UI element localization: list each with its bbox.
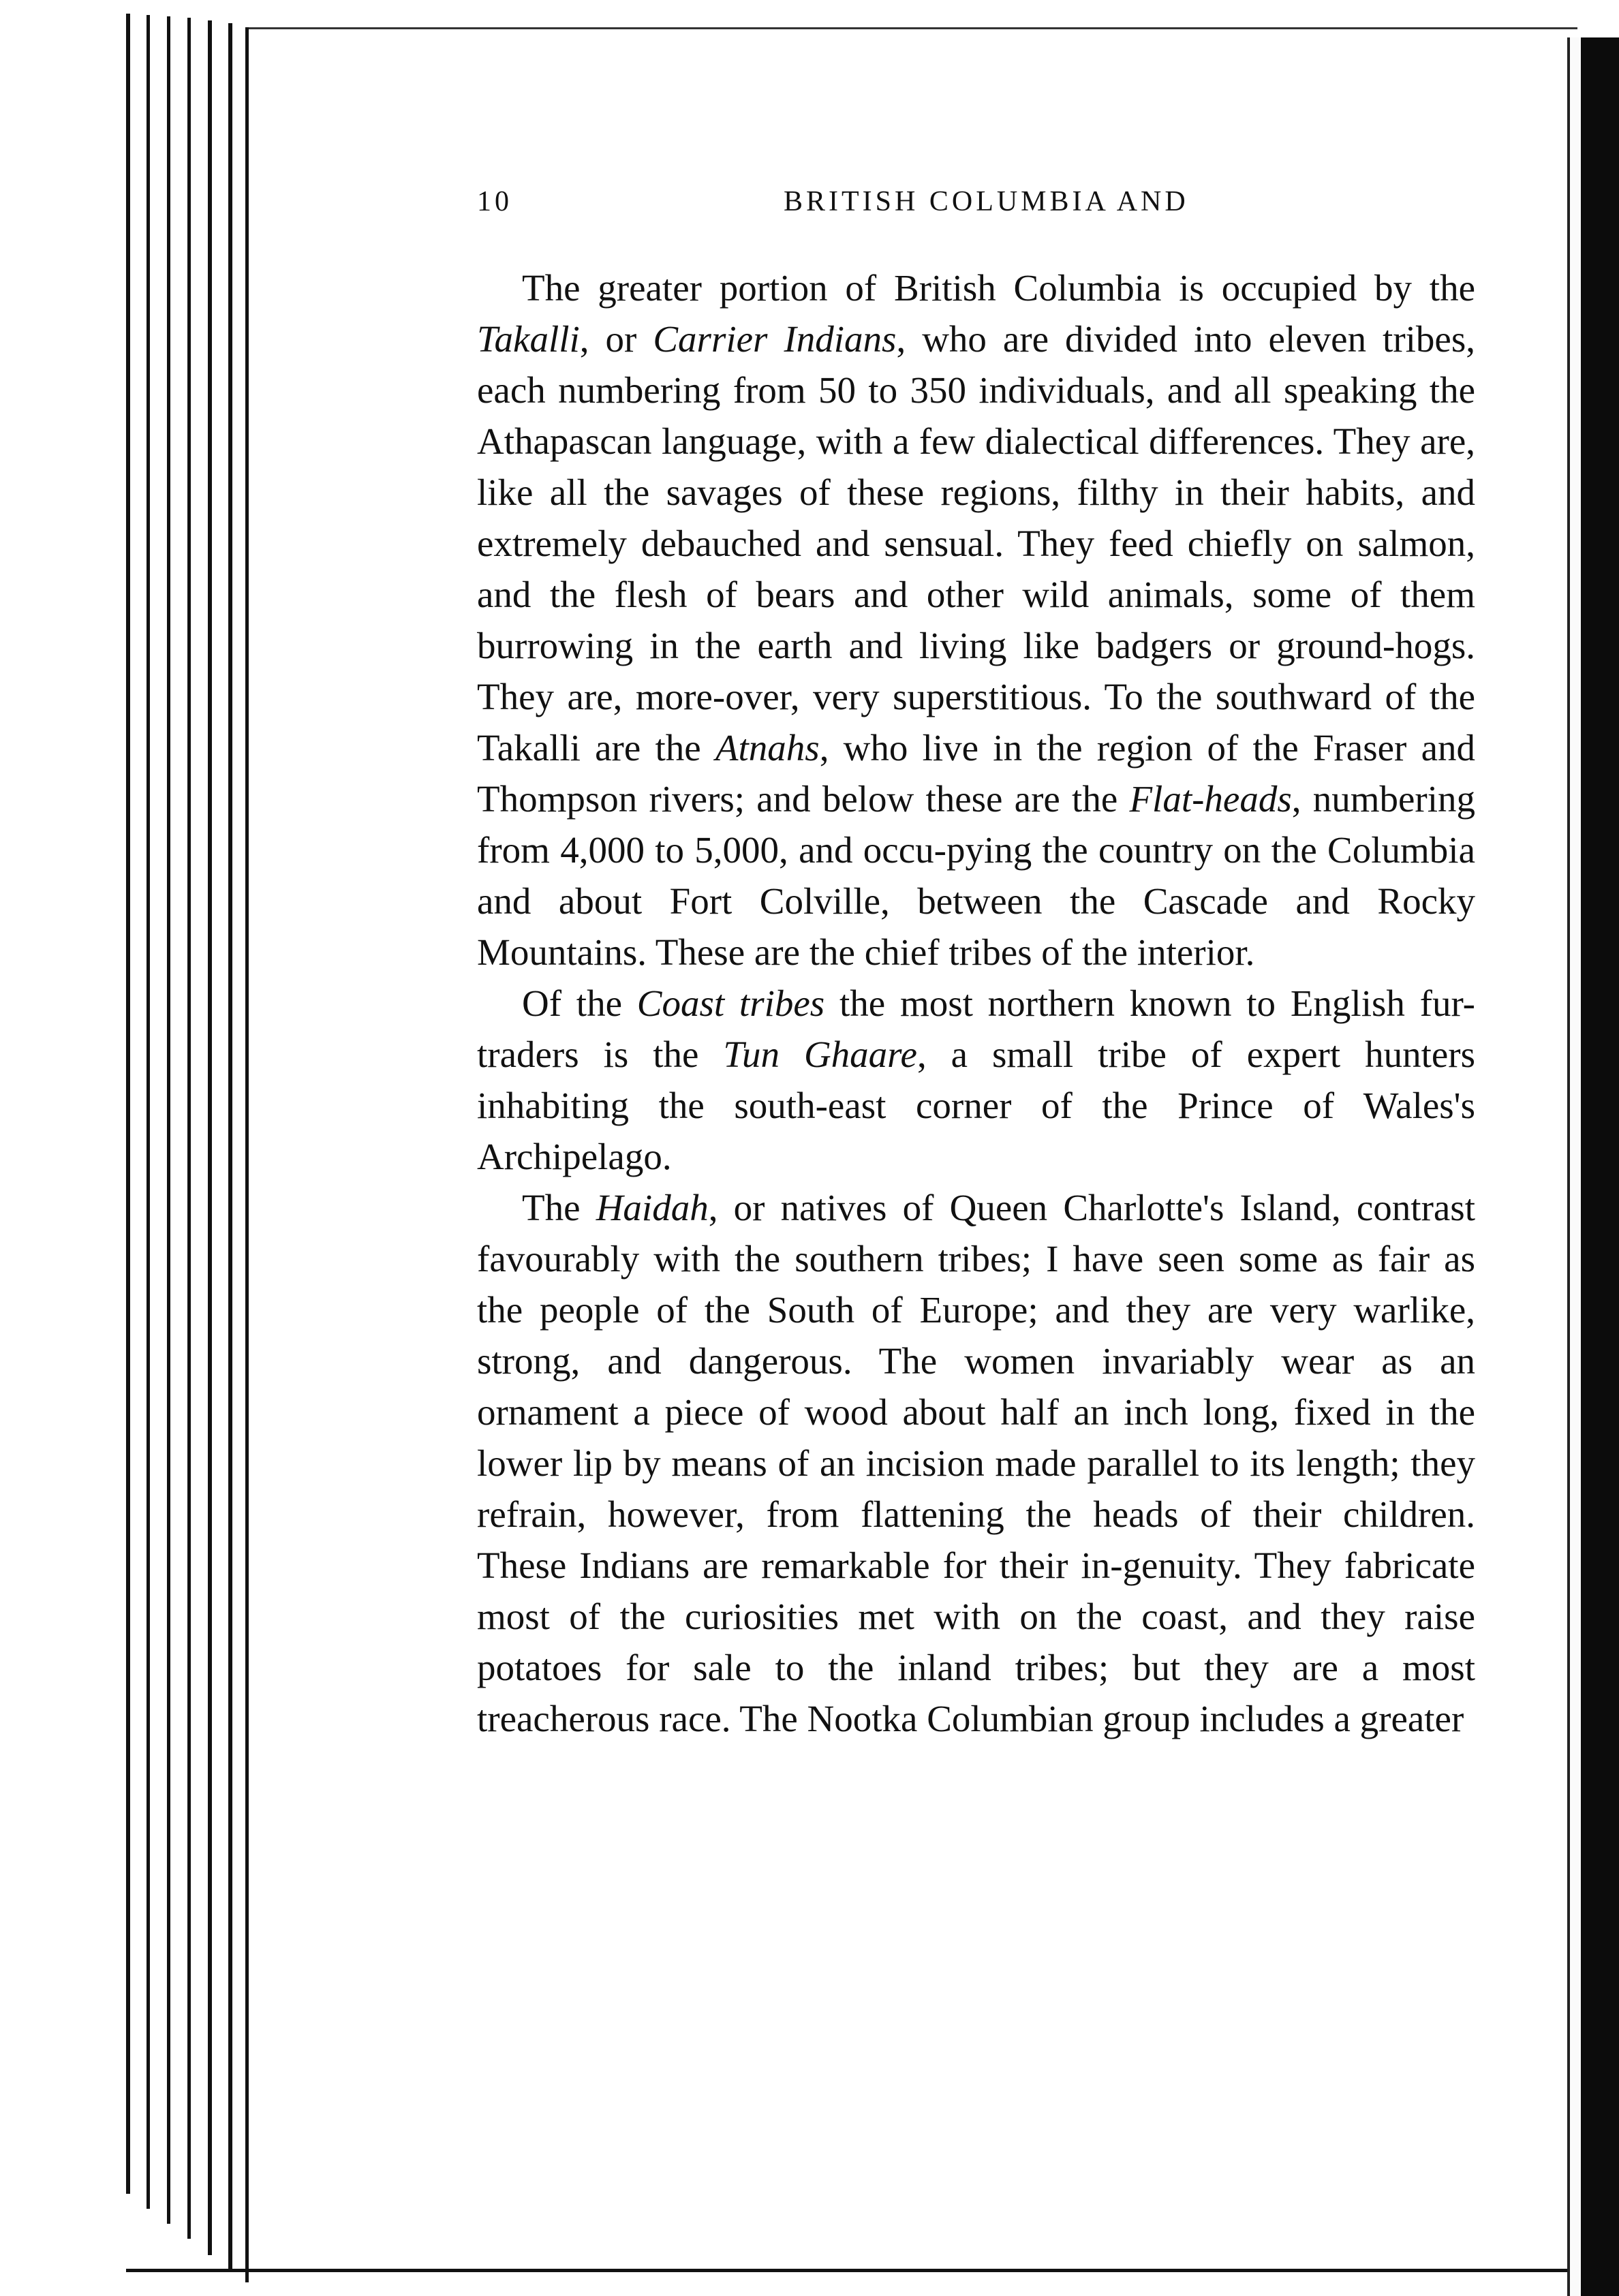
page-edge [187, 18, 191, 2239]
text-run: The greater portion of British Columbia is occupied by the [522, 267, 1475, 309]
italic-term: Atnahs [715, 727, 820, 769]
page-edge-bottom [126, 2269, 1577, 2272]
italic-term: Flat-heads [1129, 778, 1292, 820]
italic-term: Carrier Indians [653, 318, 897, 360]
text-run: , who are divided into eleven tribes, each numbering from 50 to 350 individuals, and all speaking the Athapascan language, with a few dialectical differences. They are, like all the savages of these regions, filthy in their habits, and extremely debauched and sensual. They feed chiefly on salmon, and the flesh of bears and other wild animals, some of them burrowing in the earth and living like badgers or ground-hogs. They are, more-over, very superstitious. To the southward of the Takalli are the [477, 318, 1476, 769]
paragraph [477, 978, 1475, 1182]
italic-term: Tun Ghaare [723, 1034, 917, 1075]
text-run: , or [579, 318, 653, 360]
text-run: the most northern known to English fur-traders is the [477, 982, 1475, 1075]
body-text [477, 262, 1475, 1744]
page-edge [208, 20, 212, 2255]
page-edge [167, 16, 170, 2224]
page-edge [126, 14, 130, 2194]
paragraph [477, 262, 1475, 978]
text-run: , a small tribe of expert hunters inhabiting the south-east corner of the Prince of Wales's Archipelago. [477, 1034, 1475, 1177]
italic-term: Coast tribes [636, 982, 825, 1024]
text-run: , numbering from 4,000 to 5,000, and occu-pying the country on the Columbia and about Fort Colville, between the Cascade and Rocky Mountains. These are the chief tribes of the interior. [477, 778, 1476, 973]
page-edge [147, 15, 150, 2209]
right-scan-border [1581, 37, 1619, 2296]
page-number: 10 [477, 186, 512, 217]
text-run: , who live in the region of the Fraser and Thompson rivers; and below these are the [477, 727, 1475, 820]
text-run: The [522, 1187, 596, 1228]
paragraph [477, 1182, 1475, 1744]
italic-term: Takalli [477, 318, 580, 360]
running-title: BRITISH COLUMBIA AND [784, 186, 1189, 217]
text-run: Of the [522, 982, 637, 1024]
text-run: , or natives of Queen Charlotte's Island, contrast favourably with the southern tribes; I have seen some as fair as the people of the South of Europe; and they are very warlike, strong, and dangerous. The women invariably wear as an ornament a piece of wood about half an inch long, fixed in the lower lip by means of an incision made parallel to its length; they refrain, however, from flattening the heads of their children. These Indians are remarkable for their in-genuity. They fabricate most of the curiosities met with on the coast, and they raise potatoes for sale to the inland tribes; but they are a most treacherous race. The Nootka Columbian group includes a greater [477, 1187, 1475, 1739]
right-margin-strip [1567, 37, 1582, 2296]
page-edge [228, 23, 232, 2271]
page-edge [245, 27, 249, 2282]
top-border [249, 27, 1577, 29]
italic-term: Haidah [596, 1187, 709, 1228]
